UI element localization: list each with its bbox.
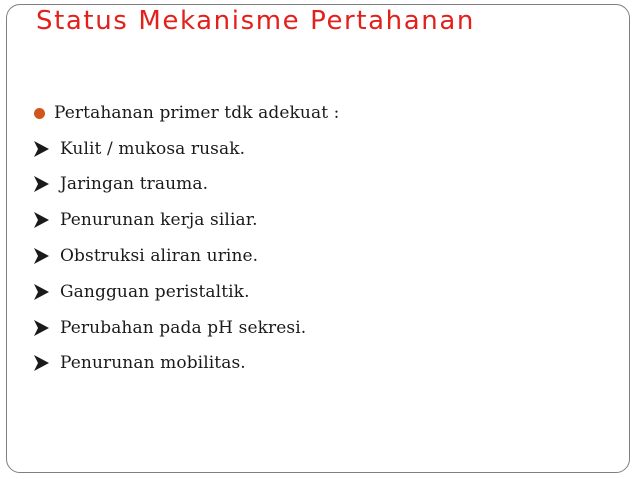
list-item <box>34 346 339 382</box>
list-item <box>34 95 339 131</box>
bullet-list <box>34 95 339 381</box>
arrow-bullet-icon <box>34 353 60 373</box>
slide-title: Status Mekanisme Pertahanan <box>36 6 475 36</box>
arrow-bullet-icon <box>34 139 60 159</box>
bullet-text: Perubahan pada pH sekresi. <box>60 317 307 338</box>
list-item <box>34 274 339 310</box>
list-item <box>34 238 339 274</box>
bullet-text: Jaringan trauma. <box>60 174 209 195</box>
bullet-text: Pertahanan primer tdk adekuat : <box>54 102 340 123</box>
arrow-bullet-icon <box>34 318 60 338</box>
dot-bullet-icon <box>34 103 54 123</box>
list-item <box>34 131 339 167</box>
arrow-bullet-icon <box>34 246 60 266</box>
bullet-text: Obstruksi aliran urine. <box>60 246 259 267</box>
list-item <box>34 202 339 238</box>
arrow-bullet-icon <box>34 282 60 302</box>
arrow-bullet-icon <box>34 174 60 194</box>
bullet-text: Gangguan peristaltik. <box>60 281 250 302</box>
list-item <box>34 310 339 346</box>
list-item <box>34 167 339 203</box>
bullet-text: Penurunan kerja siliar. <box>60 210 258 231</box>
arrow-bullet-icon <box>34 210 60 230</box>
bullet-text: Kulit / mukosa rusak. <box>60 138 246 159</box>
bullet-text: Penurunan mobilitas. <box>60 353 246 374</box>
